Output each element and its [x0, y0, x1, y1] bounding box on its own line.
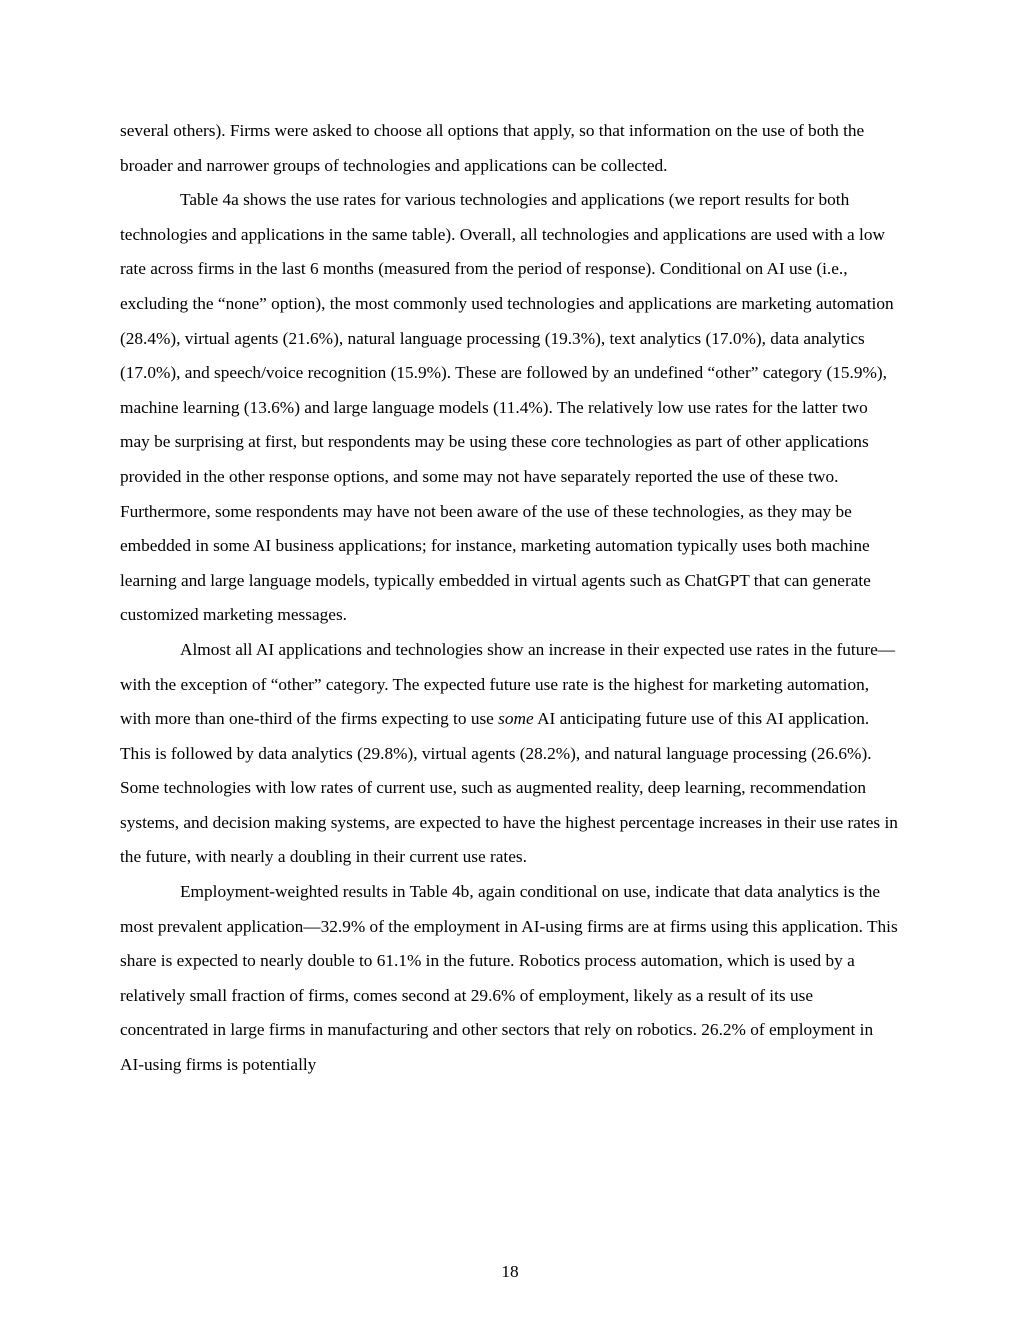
page-body [120, 114, 900, 1083]
paragraph-3-text-after: AI anticipating future use of this AI application. This is followed by data analytics (29.8%), virtual agents (28.2%), and natural language processing (26.6%). Some technologies with low rates of current use, such as augmented reality, deep learning, recommendation systems, and decision making systems, are expected to have the highest percentage increases in their use rates in the future, with nearly a doubling in their current use rates. [120, 709, 898, 867]
page-number: 18 [501, 1262, 519, 1281]
paragraph-3-emphasis: some [498, 709, 534, 729]
paragraph-1: several others). Firms were asked to choose all options that apply, so that information on the use of both the broader and narrower groups of technologies and applications can be collected. [120, 121, 865, 175]
paragraph-2: Table 4a shows the use rates for various technologies and applications (we report results for both technologies and applications in the same table). Overall, all technologies and applications are used with a low rate across firms in the last 6 months (measured from the period of response). Conditional on AI use (i.e., excluding the “none” option), the most commonly used technologies and applications are marketing automation (28.4%), virtual agents (21.6%), natural language processing (19.3%), text analytics (17.0%), data analytics (17.0%), and speech/voice recognition (15.9%). These are followed by an undefined “other” category (15.9%), machine learning (13.6%) and large language models (11.4%). The relatively low use rates for the latter two may be surprising at first, but respondents may be using these core technologies as part of other applications provided in the other response options, and some may not have separately reported the use of these two. Furthermore, some respondents may have not been aware of the use of these technologies, as they may be embedded in some AI business applications; for instance, marketing automation typically uses both machine learning and large language models, typically embedded in virtual agents such as ChatGPT that can generate customized marketing messages. [120, 190, 894, 625]
paragraph-3 [120, 633, 900, 875]
paragraph-4: Employment-weighted results in Table 4b, again conditional on use, indicate that data analytics is the most prevalent application—32.9% of the employment in AI-using firms are at firms using this application. This share is expected to nearly double to 61.1% in the future. Robotics process automation, which is used by a relatively small fraction of firms, comes second at 29.6% of employment, likely as a result of its use concentrated in large firms in manufacturing and other sectors that rely on robotics. 26.2% of employment in AI-using firms is potentially [120, 882, 898, 1075]
paragraph-3-text-before: Almost all AI applications and technologies show an increase in their expected use rates in the future—with the exception of “other” category. The expected future use rate is the highest for marketing automation, with more than one-third of the firms expecting to use [120, 639, 896, 729]
